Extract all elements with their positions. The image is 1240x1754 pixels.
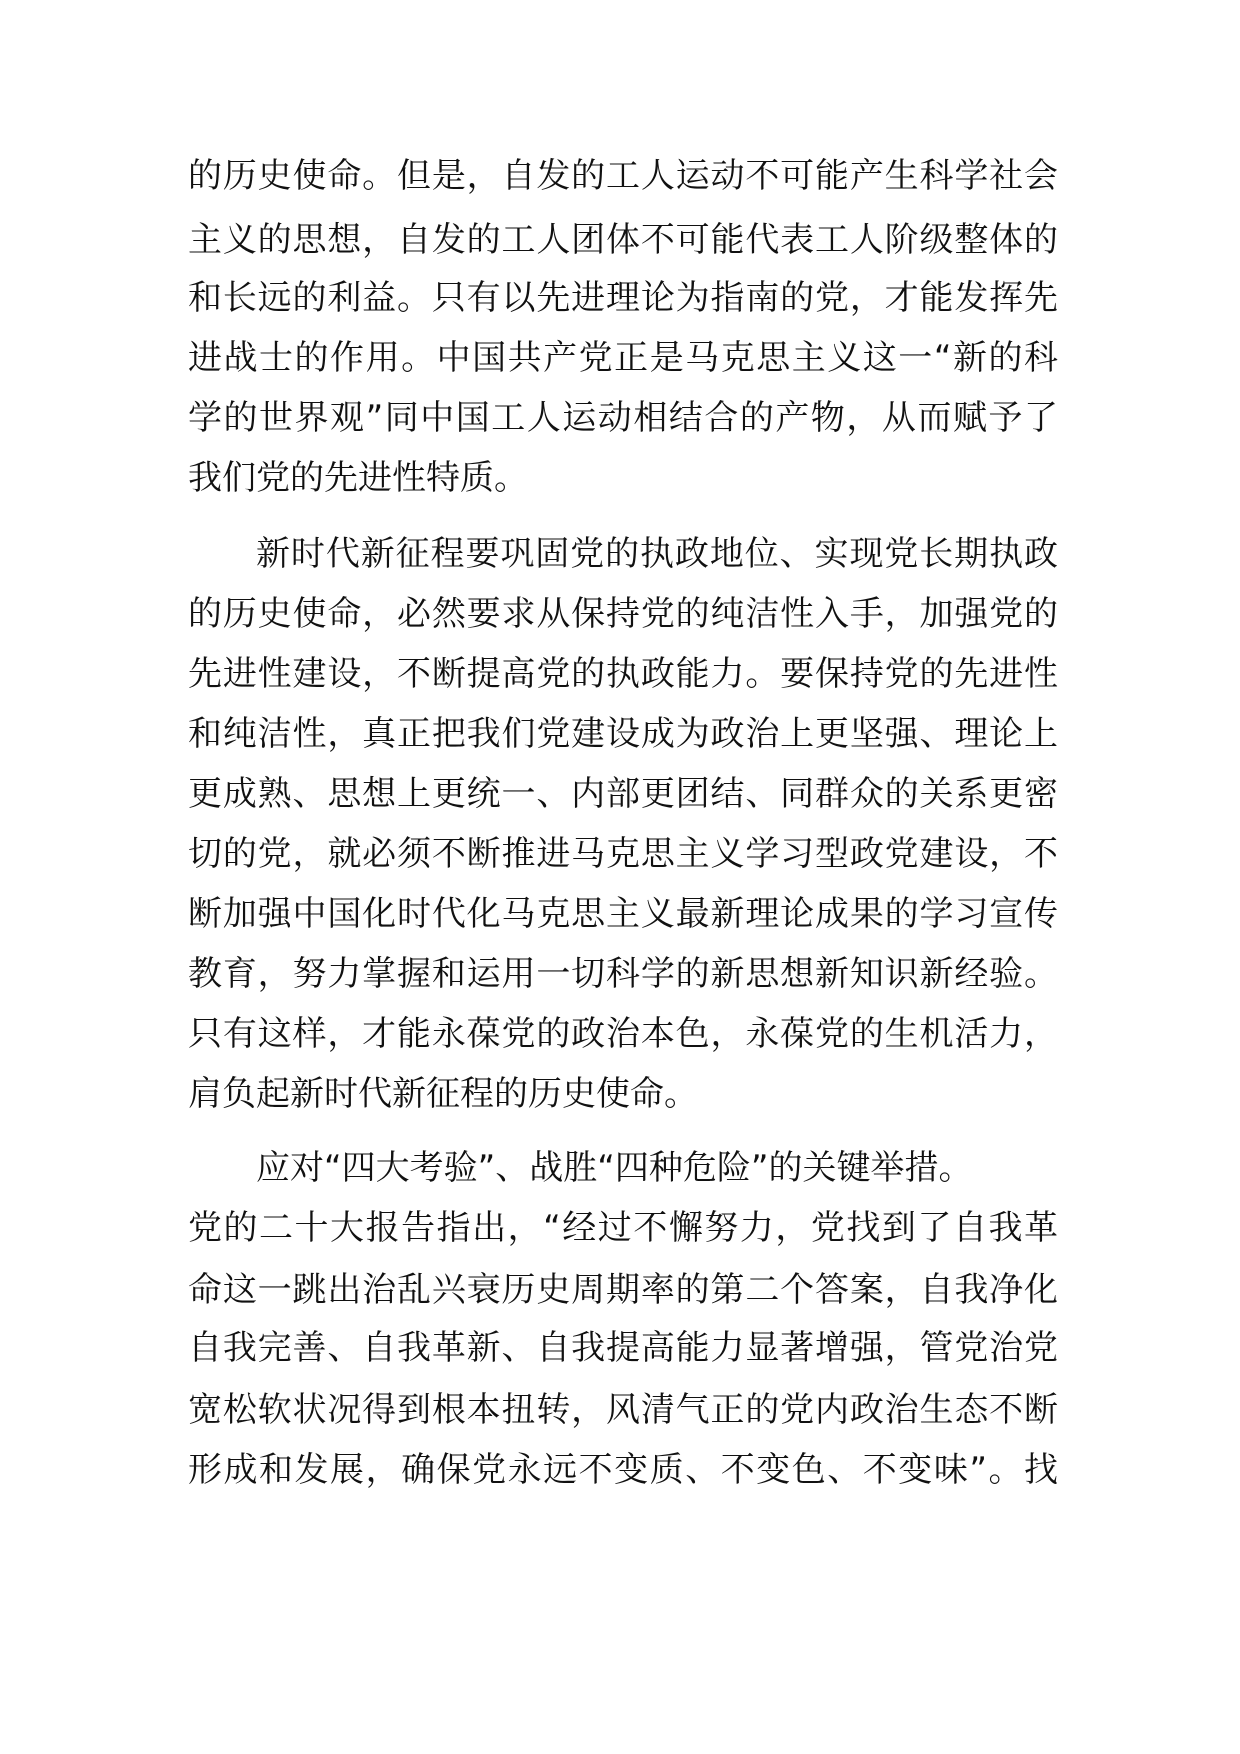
text-line: 的历史使命。但是，自发的工人运动不可能产生科学社会 — [188, 156, 1058, 196]
text-line: 的历史使命，必然要求从保持党的纯洁性入手，加强党的 — [188, 594, 1058, 634]
text-line: 和长远的利益。只有以先进理论为指南的党，才能发挥先 — [188, 278, 1058, 318]
text-line: 只有这样，才能永葆党的政治本色，永葆党的生机活力， — [188, 1014, 1058, 1054]
text-line: 和纯洁性，真正把我们党建设成为政治上更坚强、理论上 — [188, 714, 1058, 754]
text-line: 主义的思想，自发的工人团体不可能代表工人阶级整体的 — [188, 220, 1058, 260]
text-line: 教育，努力掌握和运用一切科学的新思想新知识新经验。 — [188, 954, 1058, 994]
text-line: 我们党的先进性特质。 — [188, 458, 528, 498]
text-line: 党的二十大报告指出，“经过不懈努力，党找到了自我革 — [188, 1208, 1058, 1248]
text-line: 更成熟、思想上更统一、内部更团结、同群众的关系更密 — [188, 774, 1058, 814]
text-line: 肩负起新时代新征程的历史使命。 — [188, 1074, 698, 1114]
text-line: 先进性建设，不断提高党的执政能力。要保持党的先进性 — [188, 654, 1058, 694]
text-line: 形成和发展，确保党永远不变质、不变色、不变味”。找 — [188, 1450, 1058, 1490]
text-line: 自我完善、自我革新、自我提高能力显著增强，管党治党 — [188, 1328, 1058, 1368]
text-line: 断加强中国化时代化马克思主义最新理论成果的学习宣传 — [188, 894, 1058, 934]
text-line: 进战士的作用。中国共产党正是马克思主义这一“新的科 — [188, 338, 1058, 378]
paragraph-first-line: 应对“四大考验”、战胜“四种危险”的关键举措。 — [256, 1148, 973, 1188]
paragraph-first-line: 新时代新征程要巩固党的执政地位、实现党长期执政 — [256, 534, 1058, 574]
text-line: 命这一跳出治乱兴衰历史周期率的第二个答案，自我净化 — [188, 1270, 1058, 1310]
text-line: 宽松软状况得到根本扭转，风清气正的党内政治生态不断 — [188, 1390, 1058, 1430]
text-line: 学的世界观”同中国工人运动相结合的产物，从而赋予了 — [188, 398, 1058, 438]
text-line: 切的党，就必须不断推进马克思主义学习型政党建设，不 — [188, 834, 1058, 874]
